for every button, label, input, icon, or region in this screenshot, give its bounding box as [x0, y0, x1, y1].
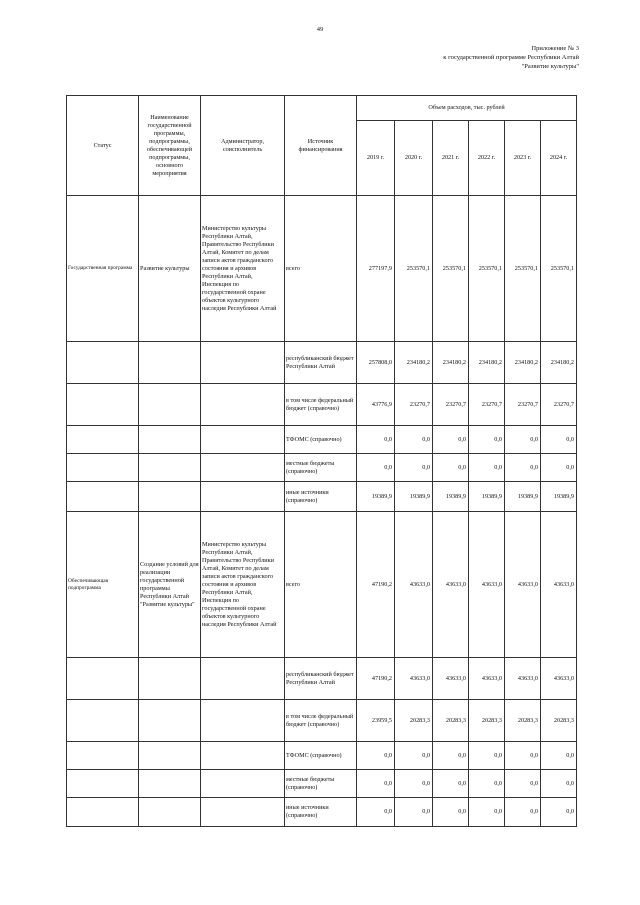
value-cell: 277197,9 — [357, 196, 395, 342]
value-cell: 234180,2 — [395, 342, 433, 384]
admin-cell: Министерство культуры Республики Алтай, Правительство Республики Алтай, Комитет по делам записи актов гражданского состояния и архивов Республики Алтай, Инспекция по государственной охране объектов культурного наследия Республики Алтай — [201, 196, 285, 342]
value-cell: 0,0 — [469, 454, 505, 482]
header-name: Наименование государственной программы, подпрограммы, обеспечивающей подпрограммы, основного мероприятия — [139, 96, 201, 196]
name-cell: Создание условий для реализации государственной программы Республики Алтай "Развитие культуры" — [139, 512, 201, 658]
header-year: 2021 г. — [433, 121, 469, 196]
source-cell: республиканский бюджет Республики Алтай — [285, 342, 357, 384]
value-cell: 19389,9 — [505, 482, 541, 512]
value-cell: 234180,2 — [505, 342, 541, 384]
table-row — [67, 342, 577, 384]
page-number: 49 — [316, 26, 324, 33]
table-row — [67, 742, 577, 770]
source-cell: всего — [285, 196, 357, 342]
appendix-line-1: Приложение № 3 — [531, 45, 579, 52]
status-cell — [67, 700, 139, 742]
table-row — [67, 482, 577, 512]
value-cell: 253570,1 — [469, 196, 505, 342]
value-cell: 253570,1 — [541, 196, 577, 342]
value-cell: 0,0 — [541, 742, 577, 770]
name-cell — [139, 658, 201, 700]
admin-cell — [201, 384, 285, 426]
table-row — [67, 770, 577, 798]
name-cell — [139, 384, 201, 426]
admin-cell — [201, 454, 285, 482]
value-cell: 23270,7 — [469, 384, 505, 426]
status-cell: Государственная программа — [67, 196, 139, 342]
status-cell — [67, 384, 139, 426]
value-cell: 20283,3 — [505, 700, 541, 742]
value-cell: 23270,7 — [395, 384, 433, 426]
admin-cell — [201, 742, 285, 770]
value-cell: 253570,1 — [433, 196, 469, 342]
status-cell — [67, 770, 139, 798]
table-row — [67, 798, 577, 827]
value-cell: 0,0 — [433, 454, 469, 482]
header-year: 2020 г. — [395, 121, 433, 196]
value-cell: 0,0 — [357, 742, 395, 770]
value-cell: 257808,0 — [357, 342, 395, 384]
appendix-line-2: к государственной программе Республики Алтай — [443, 54, 579, 61]
header-status: Статус — [67, 96, 139, 196]
value-cell: 0,0 — [433, 742, 469, 770]
source-cell: всего — [285, 512, 357, 658]
header-year: 2019 г. — [357, 121, 395, 196]
status-cell — [67, 658, 139, 700]
source-cell: местные бюджеты (справочно) — [285, 454, 357, 482]
budget-table — [66, 95, 577, 827]
source-cell: ТФОМС (справочно) — [285, 742, 357, 770]
admin-cell — [201, 342, 285, 384]
value-cell: 234180,2 — [541, 342, 577, 384]
value-cell: 0,0 — [357, 426, 395, 454]
value-cell: 0,0 — [433, 798, 469, 827]
source-cell: в том числе федеральный бюджет (справочно) — [285, 384, 357, 426]
name-cell — [139, 770, 201, 798]
table-row — [67, 384, 577, 426]
source-cell: в том числе федеральный бюджет (справочно) — [285, 700, 357, 742]
value-cell: 0,0 — [505, 770, 541, 798]
value-cell: 19389,9 — [433, 482, 469, 512]
value-cell: 0,0 — [357, 770, 395, 798]
value-cell: 43633,0 — [433, 512, 469, 658]
header-year: 2023 г. — [505, 121, 541, 196]
value-cell: 0,0 — [505, 426, 541, 454]
header-expenses: Объем расходов, тыс. рублей — [357, 96, 577, 121]
value-cell: 43633,0 — [395, 658, 433, 700]
header-year: 2022 г. — [469, 121, 505, 196]
value-cell: 47190,2 — [357, 658, 395, 700]
value-cell: 0,0 — [433, 426, 469, 454]
admin-cell — [201, 482, 285, 512]
value-cell: 20283,3 — [541, 700, 577, 742]
source-cell: иные источники (справочно) — [285, 798, 357, 827]
value-cell: 43633,0 — [469, 512, 505, 658]
value-cell: 0,0 — [505, 454, 541, 482]
name-cell — [139, 798, 201, 827]
value-cell: 0,0 — [505, 742, 541, 770]
name-cell — [139, 482, 201, 512]
value-cell: 43633,0 — [505, 512, 541, 658]
source-cell: иные источники (справочно) — [285, 482, 357, 512]
value-cell: 253570,1 — [395, 196, 433, 342]
name-cell — [139, 454, 201, 482]
value-cell: 234180,2 — [433, 342, 469, 384]
source-cell: республиканский бюджет Республики Алтай — [285, 658, 357, 700]
admin-cell — [201, 426, 285, 454]
table-row — [67, 658, 577, 700]
value-cell: 23270,7 — [433, 384, 469, 426]
table-row — [67, 512, 577, 658]
status-cell: Обеспечивающая подпрограмма — [67, 512, 139, 658]
status-cell — [67, 454, 139, 482]
admin-cell: Министерство культуры Республики Алтай, Правительство Республики Алтай, Комитет по делам записи актов гражданского состояния и архивов Республики Алтай, Инспекция по государственной охране объектов культурного наследия Республики Алтай — [201, 512, 285, 658]
admin-cell — [201, 798, 285, 827]
value-cell: 0,0 — [469, 798, 505, 827]
source-cell: местные бюджеты (справочно) — [285, 770, 357, 798]
name-cell — [139, 742, 201, 770]
value-cell: 0,0 — [433, 770, 469, 798]
header-source: Источник финансирования — [285, 96, 357, 196]
status-cell — [67, 342, 139, 384]
name-cell — [139, 426, 201, 454]
value-cell: 43633,0 — [433, 658, 469, 700]
value-cell: 0,0 — [541, 454, 577, 482]
appendix-line-3: "Развитие культуры" — [521, 63, 579, 70]
value-cell: 0,0 — [395, 426, 433, 454]
value-cell: 43633,0 — [469, 658, 505, 700]
value-cell: 23270,7 — [541, 384, 577, 426]
value-cell: 0,0 — [395, 742, 433, 770]
value-cell: 0,0 — [505, 798, 541, 827]
value-cell: 43633,0 — [541, 512, 577, 658]
status-cell — [67, 798, 139, 827]
value-cell: 20283,3 — [469, 700, 505, 742]
value-cell: 0,0 — [395, 798, 433, 827]
admin-cell — [201, 700, 285, 742]
table-row — [67, 426, 577, 454]
value-cell: 47190,2 — [357, 512, 395, 658]
value-cell: 253570,1 — [505, 196, 541, 342]
value-cell: 0,0 — [541, 426, 577, 454]
appendix-header — [443, 44, 579, 71]
status-cell — [67, 742, 139, 770]
name-cell — [139, 700, 201, 742]
value-cell: 43776,9 — [357, 384, 395, 426]
value-cell: 0,0 — [395, 770, 433, 798]
value-cell: 19389,9 — [395, 482, 433, 512]
value-cell: 0,0 — [541, 770, 577, 798]
value-cell: 43633,0 — [395, 512, 433, 658]
value-cell: 0,0 — [541, 798, 577, 827]
status-cell — [67, 482, 139, 512]
value-cell: 43633,0 — [505, 658, 541, 700]
header-year: 2024 г. — [541, 121, 577, 196]
table-row — [67, 700, 577, 742]
value-cell: 0,0 — [395, 454, 433, 482]
status-cell — [67, 426, 139, 454]
header-admin: Администратор, соисполнитель — [201, 96, 285, 196]
value-cell: 23270,7 — [505, 384, 541, 426]
value-cell: 19389,9 — [469, 482, 505, 512]
budget-table-body — [67, 96, 577, 827]
value-cell: 0,0 — [357, 798, 395, 827]
value-cell: 19389,9 — [357, 482, 395, 512]
value-cell: 0,0 — [469, 770, 505, 798]
table-row — [67, 196, 577, 342]
value-cell: 23959,5 — [357, 700, 395, 742]
value-cell: 43633,0 — [541, 658, 577, 700]
name-cell — [139, 342, 201, 384]
admin-cell — [201, 770, 285, 798]
value-cell: 234180,2 — [469, 342, 505, 384]
admin-cell — [201, 658, 285, 700]
value-cell: 0,0 — [357, 454, 395, 482]
value-cell: 19389,9 — [541, 482, 577, 512]
name-cell: Развитие культуры — [139, 196, 201, 342]
value-cell: 0,0 — [469, 742, 505, 770]
table-row — [67, 454, 577, 482]
value-cell: 0,0 — [469, 426, 505, 454]
source-cell: ТФОМС (справочно) — [285, 426, 357, 454]
value-cell: 20283,3 — [395, 700, 433, 742]
value-cell: 20283,3 — [433, 700, 469, 742]
